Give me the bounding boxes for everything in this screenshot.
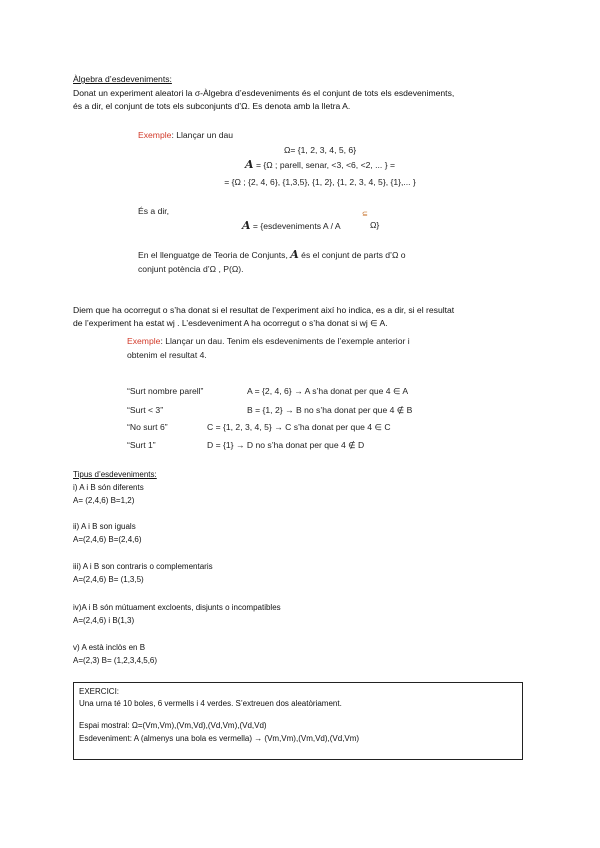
- example2-heading: [127, 336, 410, 347]
- example1-omega-end: Ω}: [370, 220, 380, 230]
- example1-lang-line-2: conjunt potència d’Ω , P(Ω).: [138, 264, 244, 274]
- type-item-head: iii) A i B son contraris o complementaris: [73, 562, 213, 571]
- example2-row-right: A = {2, 4, 6} → A s’ha donat per que 4 ∈ A: [247, 386, 409, 396]
- example2-row-right: C = {1, 2, 3, 4, 5} → C s’ha donat per que 4 ∈ C: [207, 422, 391, 432]
- script-a-symbol: A: [245, 158, 254, 171]
- example2-row-right: B = {1, 2} → B no s’ha donat per que 4 ∉ B: [247, 405, 413, 415]
- subset-icon: ⊆: [362, 211, 368, 218]
- intro-line-1: Donat un experiment aleatori la σ-Àlgebra d’esdeveniments és el conjunt de tots els esdeveniments,: [73, 88, 455, 98]
- type-item-head: ii) A i B son iguals: [73, 522, 136, 531]
- example1-a-expanded: = {Ω ; {2, 4, 6}, {1,3,5}, {1, 2}, {1, 2, 3, 4, 5}, {1},... }: [224, 177, 416, 187]
- example1-omega: Ω= {1, 2, 3, 4, 5, 6}: [283, 145, 357, 155]
- example1-a-def-text: = {Ω ; parell, senar, <3, <6, <2, ... } =: [253, 160, 395, 170]
- occurred-line-1: Diem que ha ocorregut o s’ha donat si el resultat de l’experiment així ho indica, es a dir, si el resultat: [73, 305, 455, 315]
- type-item-example: A= (2,4,6) B=1,2): [73, 496, 135, 505]
- type-item-head: v) A està inclòs en B: [73, 643, 146, 652]
- example2-row-left: “No surt 6”: [127, 422, 168, 432]
- example1-heading: [138, 130, 233, 141]
- example1-a-equals: [242, 220, 341, 232]
- type-item-example: A=(2,4,6) i B(1,3): [73, 616, 135, 625]
- occurred-line-2: de l’experiment ha estat wj . L’esdeveniment A ha ocorregut o s’ha donat si wj ∈ A.: [73, 318, 388, 328]
- example1-label: Exemple: [138, 130, 172, 140]
- exercise-sample-space: Espai mostral: Ω=(Vm,Vm),(Vm,Vd),(Vd,Vm),(Vd,Vd): [79, 721, 267, 730]
- types-title: Tipus d’esdeveniments:: [73, 470, 157, 479]
- type-item-example: A=(2,3) B= (1,2,3,4,5,6): [73, 656, 158, 665]
- exercise-title: EXERCICI:: [79, 687, 120, 696]
- example1-es-a-dir: És a dir,: [138, 206, 170, 216]
- intro-line-2: és a dir, el conjunt de tots els subconjunts d’Ω. Es denota amb la lletra A.: [73, 101, 351, 111]
- lang-line1-pre: En el llenguatge de Teoria de Conjunts,: [138, 250, 291, 260]
- example2-row-left: “Surt 1”: [127, 440, 156, 450]
- example1-label-rest: : Llançar un dau: [171, 130, 234, 140]
- type-item-example: A=(2,4,6) B=(2,4,6): [73, 535, 142, 544]
- example2-label: Exemple: [127, 336, 161, 346]
- example2-row-right: D = {1} → D no s’ha donat per que 4 ∉ D: [207, 440, 365, 450]
- example2-line-2: obtenim el resultat 4.: [127, 350, 207, 360]
- example1-a-definition: [160, 159, 480, 171]
- script-a-symbol-3: A: [290, 248, 299, 261]
- type-item-head: iv)A i B són mútuament excloents, disjunts o incompatibles: [73, 603, 281, 612]
- example2-label-rest: : Llançar un dau. Tenim els esdeveniments de l’exemple anterior i: [160, 336, 410, 346]
- exercise-box: [73, 682, 523, 760]
- script-a-symbol-2: A: [242, 219, 251, 232]
- example2-row-left: “Surt < 3”: [127, 405, 164, 415]
- example2-row-left: “Surt nombre parell”: [127, 386, 204, 396]
- exercise-statement: Una urna té 10 boles, 6 vermells i 4 verdes. S’extreuen dos aleatòriament.: [79, 699, 342, 708]
- example1-a-eq-text: = {esdeveniments A / A: [250, 221, 341, 231]
- section-title-algebra: Àlgebra d’esdeveniments:: [73, 74, 172, 84]
- type-item-head: i) A i B són diferents: [73, 483, 144, 492]
- lang-line1-post: és el conjunt de parts d’Ω o: [298, 250, 406, 260]
- exercise-event: Esdeveniment: A (almenys una bola es vermella) → (Vm,Vm),(Vm,Vd),(Vd,Vm): [79, 734, 360, 743]
- type-item-example: A=(2,4,6) B= (1,3,5): [73, 575, 144, 584]
- example1-lang-line-1: [138, 249, 406, 261]
